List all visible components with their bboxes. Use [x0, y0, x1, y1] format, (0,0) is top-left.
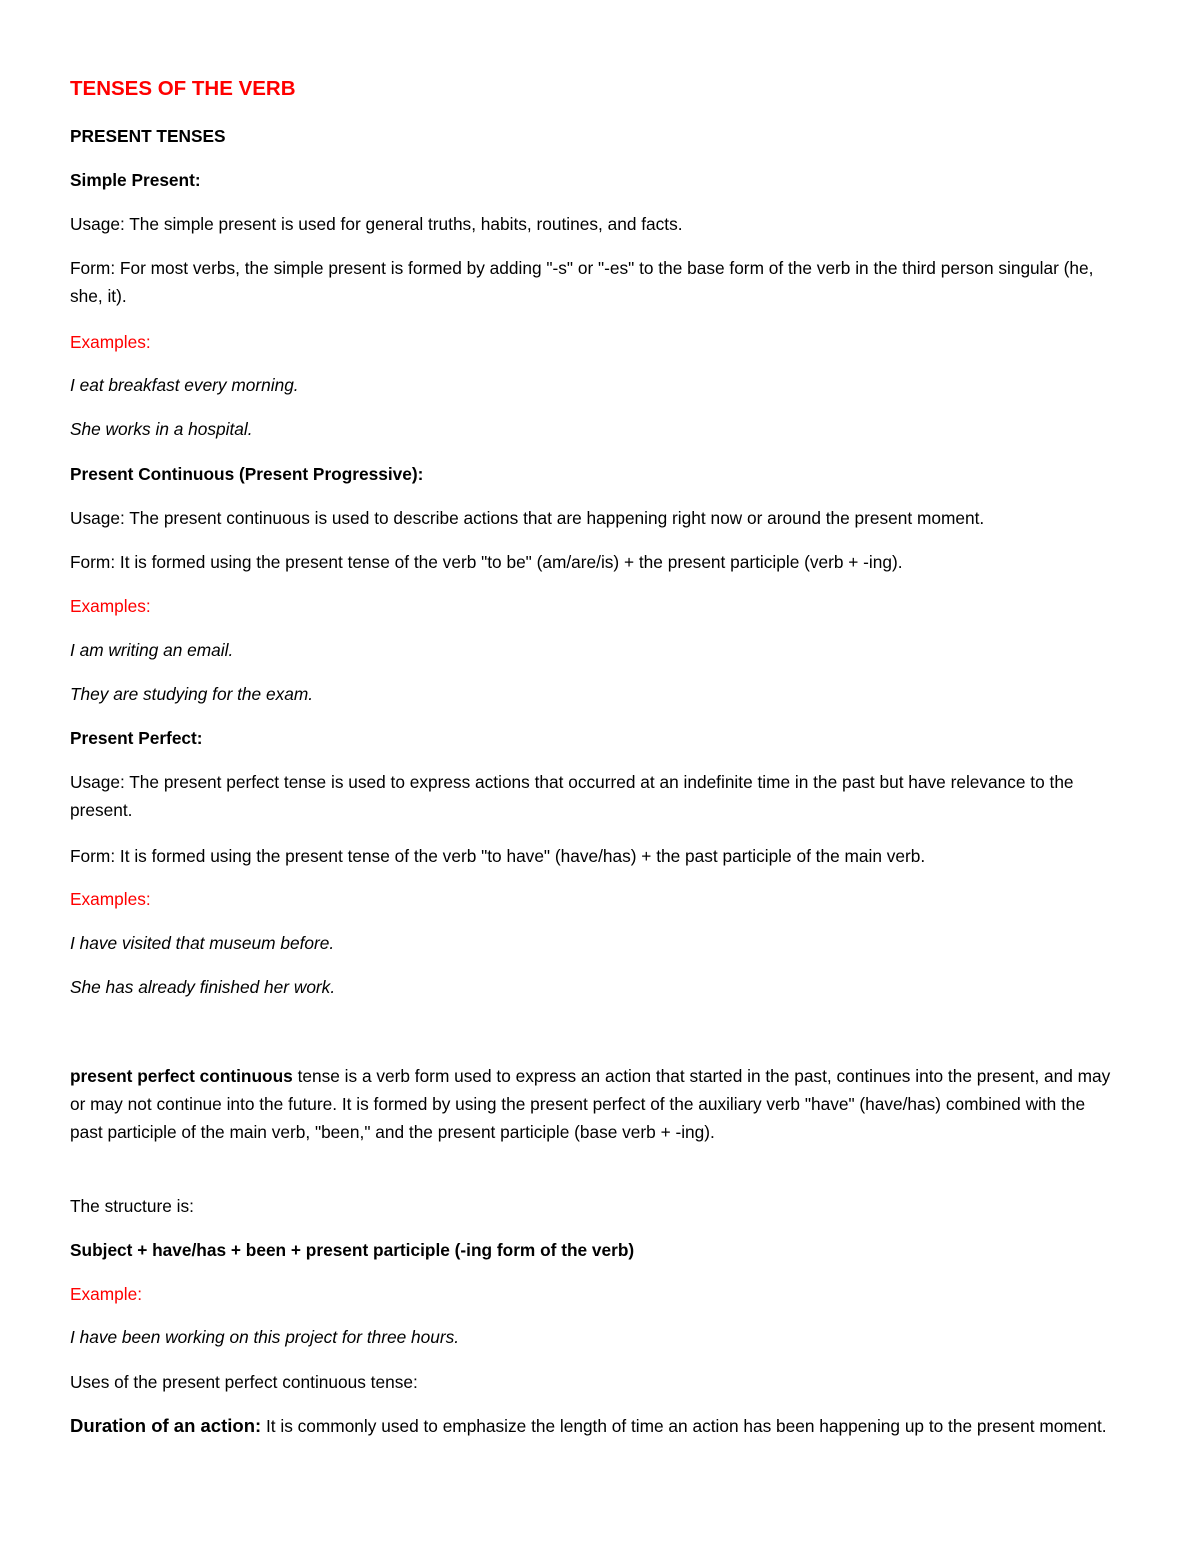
simple-present-examples-label: Examples:	[70, 332, 151, 352]
structure-intro: The structure is:	[70, 1196, 194, 1216]
present-perfect-heading: Present Perfect:	[70, 728, 203, 748]
structure-formula: Subject + have/has + been + present participle (-ing form of the verb)	[70, 1240, 635, 1260]
simple-present-heading: Simple Present:	[70, 170, 201, 190]
simple-present-example-2: She works in a hospital.	[70, 419, 253, 439]
present-perfect-form: Form: It is formed using the present tense of the verb "to have" (have/has) + the past participle of the main verb.	[70, 846, 926, 866]
present-perfect-continuous-text: tense is a verb form used to express an action that started in the past, continues into the present, and may or may not continue into the future. It is formed by using the present perfect of the auxiliary verb "have" (have/has) combined with the past participle of the main verb, "been," and the present participle (base verb + -ing).	[70, 1066, 1111, 1142]
present-continuous-examples-label: Examples:	[70, 596, 151, 616]
present-continuous-form: Form: It is formed using the present tense of the verb "to be" (am/are/is) + the present participle (verb + -ing).	[70, 552, 903, 572]
present-continuous-usage: Usage: The present continuous is used to describe actions that are happening right now or around the present moment.	[70, 508, 985, 528]
use-1-text: It is commonly used to emphasize the length of time an action has been happening up to the present moment.	[261, 1416, 1107, 1436]
present-continuous-heading: Present Continuous (Present Progressive):	[70, 464, 424, 484]
simple-present-form: Form: For most verbs, the simple present is formed by adding "-s" or "-es" to the base form of the verb in the third person singular (he, she, it).	[70, 258, 1094, 306]
present-perfect-examples-label: Examples:	[70, 889, 151, 909]
simple-present-usage: Usage: The simple present is used for general truths, habits, routines, and facts.	[70, 214, 683, 234]
use-1-label: Duration of an action:	[70, 1415, 262, 1436]
present-perfect-continuous-definition	[70, 1062, 1120, 1146]
present-continuous-example-1: I am writing an email.	[70, 640, 234, 660]
section-heading: PRESENT TENSES	[70, 126, 226, 146]
present-continuous-example-2: They are studying for the exam.	[70, 684, 314, 704]
present-perfect-usage: Usage: The present perfect tense is used to express actions that occurred at an indefinite time in the past but have relevance to the present.	[70, 772, 1074, 820]
ppc-example: I have been working on this project for three hours.	[70, 1327, 460, 1347]
document-title: TENSES OF THE VERB	[70, 77, 296, 100]
ppc-example-label: Example:	[70, 1284, 143, 1304]
uses-intro: Uses of the present perfect continuous tense:	[70, 1372, 418, 1392]
present-perfect-example-1: I have visited that museum before.	[70, 933, 335, 953]
use-1	[70, 1412, 1120, 1440]
simple-present-example-1: I eat breakfast every morning.	[70, 375, 299, 395]
present-perfect-example-2: She has already finished her work.	[70, 977, 336, 997]
present-perfect-continuous-term: present perfect continuous	[70, 1066, 293, 1086]
